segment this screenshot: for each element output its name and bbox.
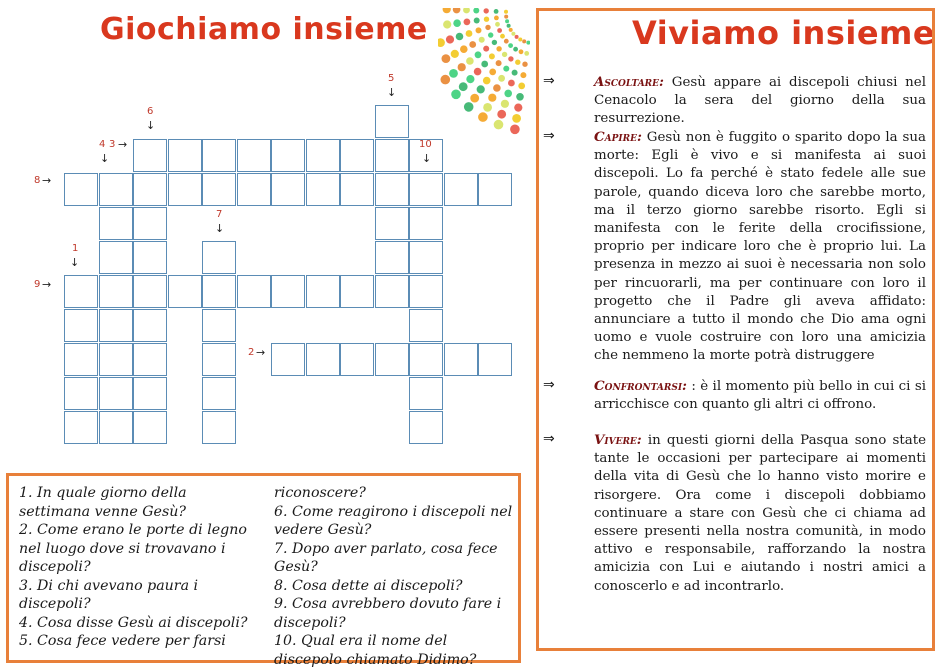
right-arrow-icon: →	[256, 346, 266, 359]
crossword-cell[interactable]	[99, 343, 133, 376]
crossword-cell[interactable]	[375, 275, 409, 308]
right-title: Viviamo insieme	[632, 14, 936, 52]
decorative-dot	[458, 63, 466, 71]
crossword-cell[interactable]	[99, 241, 133, 274]
decorative-dot	[504, 15, 508, 19]
crossword-cell[interactable]	[409, 411, 443, 444]
crossword-cell[interactable]	[375, 139, 409, 172]
crossword-cell[interactable]	[202, 173, 236, 206]
down-arrow-icon: ↓	[70, 256, 80, 269]
crossword-cell[interactable]	[375, 105, 409, 138]
double-arrow-icon: ⇒	[543, 73, 555, 89]
decorative-dot	[518, 38, 522, 42]
decorative-dot	[508, 80, 515, 87]
crossword-cell[interactable]	[99, 207, 133, 240]
crossword-cell[interactable]	[64, 411, 98, 444]
decorative-dot	[460, 45, 468, 53]
question-6: 6. Come reagirono i discepoli nel vedere Gesù?	[274, 503, 513, 538]
decorative-dot	[522, 39, 526, 43]
clue-number-3: 3	[109, 139, 116, 150]
decorative-dot	[481, 61, 488, 68]
decorative-dot	[519, 49, 524, 54]
decorative-dot	[505, 19, 509, 23]
clue-number-4: 4	[99, 139, 106, 150]
decorative-dot	[504, 10, 508, 14]
clue-number-10: 10	[419, 139, 432, 150]
left-title: Giochiamo insieme	[100, 12, 428, 47]
crossword-cell[interactable]	[375, 207, 409, 240]
question-10: 10. Qual era il nome del discepolo chiamato Didimo?	[274, 633, 477, 668]
decorative-dot	[453, 19, 461, 27]
section-text	[594, 128, 926, 366]
decorative-dot	[501, 100, 509, 108]
question-5: 5. Cosa fece vedere per farsi	[19, 633, 226, 649]
down-arrow-icon: ↓	[146, 119, 156, 132]
crossword-cell[interactable]	[409, 309, 443, 342]
decorative-dot	[474, 68, 482, 76]
decorative-dot	[512, 114, 521, 123]
crossword-cell[interactable]	[64, 343, 98, 376]
decorative-dot	[477, 85, 485, 93]
clue-number-7: 7	[216, 209, 223, 220]
section-text	[594, 431, 926, 596]
decorative-dot	[443, 20, 451, 28]
decorative-dot	[507, 24, 511, 28]
crossword-cell[interactable]	[306, 173, 340, 206]
questions-column-right	[274, 484, 519, 669]
double-arrow-icon: ⇒	[543, 377, 555, 393]
decorative-dot	[515, 35, 519, 39]
crossword-cell[interactable]	[375, 343, 409, 376]
decorative-dot	[509, 28, 513, 32]
crossword-cell[interactable]	[409, 173, 443, 206]
crossword-cell[interactable]	[340, 343, 374, 376]
decorative-dot	[488, 32, 493, 37]
crossword-cell[interactable]	[409, 207, 443, 240]
decorative-dot	[504, 39, 509, 44]
decorative-dot	[498, 75, 505, 82]
decorative-dot	[441, 75, 451, 85]
crossword-cell[interactable]	[478, 173, 512, 206]
section-text	[594, 73, 926, 129]
decorative-dot	[485, 25, 490, 30]
crossword-cell[interactable]	[409, 241, 443, 274]
decorative-dot	[476, 27, 482, 33]
decorative-dot	[508, 43, 513, 48]
crossword-cell[interactable]	[271, 275, 305, 308]
crossword-cell[interactable]	[133, 173, 167, 206]
crossword-cell[interactable]	[168, 139, 202, 172]
down-arrow-icon: ↓	[215, 222, 225, 235]
crossword-cell[interactable]	[271, 173, 305, 206]
decorative-dot	[475, 51, 482, 58]
crossword-cell[interactable]	[99, 411, 133, 444]
double-arrow-icon: ⇒	[543, 128, 555, 144]
clue-number-5: 5	[388, 73, 395, 84]
crossword-cell[interactable]	[306, 343, 340, 376]
crossword-cell[interactable]	[409, 377, 443, 410]
crossword-cell[interactable]	[478, 343, 512, 376]
decorative-dot	[459, 82, 468, 91]
down-arrow-icon: ↓	[387, 86, 397, 99]
down-arrow-icon: ↓	[100, 152, 110, 165]
decorative-dot	[484, 8, 489, 13]
decorative-dot	[453, 8, 461, 13]
decorative-dot	[496, 46, 501, 51]
decorative-dot	[495, 22, 500, 27]
crossword-cell[interactable]	[64, 377, 98, 410]
decorative-dot	[443, 8, 451, 13]
question-4: 4. Cosa disse Gesù ai discepoli?	[19, 614, 248, 631]
clue-number-9: 9	[34, 279, 41, 290]
section-body: Gesù appare ai discepoli chiusi nel Cenacolo la sera del giorno della sua resurrezione.	[594, 75, 926, 127]
crossword-cell[interactable]	[306, 275, 340, 308]
crossword-cell[interactable]	[64, 275, 98, 308]
decorative-dot	[492, 40, 497, 45]
crossword-cell[interactable]	[202, 241, 236, 274]
crossword-cell[interactable]	[340, 275, 374, 308]
crossword-cell[interactable]	[202, 139, 236, 172]
clue-number-1: 1	[72, 243, 79, 254]
right-arrow-icon: →	[118, 138, 128, 151]
decorative-dot	[466, 30, 473, 37]
crossword-cell[interactable]	[375, 241, 409, 274]
crossword-cell[interactable]	[99, 275, 133, 308]
section-keyword: Confrontarsi:	[594, 378, 687, 394]
crossword-cell[interactable]	[133, 411, 167, 444]
decorative-dot	[484, 17, 489, 22]
crossword-cell[interactable]	[64, 173, 98, 206]
questions-box	[6, 473, 521, 668]
crossword-cell[interactable]	[409, 275, 443, 308]
crossword-cell[interactable]	[99, 309, 133, 342]
down-arrow-icon: ↓	[422, 152, 432, 165]
decorative-dot	[489, 53, 495, 59]
questions-column-left	[19, 484, 254, 651]
decorative-dot	[526, 41, 530, 45]
crossword-cell[interactable]	[133, 275, 167, 308]
decorative-dot	[474, 18, 480, 24]
clue-number-2: 2	[248, 347, 255, 358]
section-keyword: Ascoltare:	[594, 74, 664, 90]
decorative-dot	[456, 33, 464, 41]
decorative-dot	[489, 69, 496, 76]
decorative-dot	[524, 51, 529, 56]
decorative-dot	[510, 125, 520, 135]
decorative-dot	[494, 120, 504, 130]
decorative-dot	[497, 28, 502, 33]
crossword-cell[interactable]	[340, 139, 374, 172]
question-2: 2. Come erano le porte di legno nel luogo dove si trovavano i discepoli?	[19, 522, 247, 575]
decorative-dot	[483, 103, 492, 112]
decorative-dot	[508, 56, 513, 61]
crossword-cell[interactable]	[340, 173, 374, 206]
decorative-dot	[520, 72, 526, 78]
decorative-dots-image	[438, 8, 530, 168]
question-5-continued: riconoscere?	[274, 485, 366, 501]
decorative-dot	[504, 90, 512, 98]
crossword-cell[interactable]	[133, 377, 167, 410]
decorative-dot	[463, 8, 470, 13]
decorative-dot	[493, 84, 501, 92]
crossword-cell[interactable]	[133, 139, 167, 172]
crossword-cell[interactable]	[306, 139, 340, 172]
decorative-dot	[512, 70, 518, 76]
decorative-dot	[451, 50, 459, 58]
crossword-cell[interactable]	[168, 275, 202, 308]
question-9: 9. Cosa avrebbero dovuto fare i discepoli?	[274, 596, 502, 631]
decorative-dot	[466, 57, 474, 65]
crossword-cell[interactable]	[271, 139, 305, 172]
decorative-dot	[466, 75, 474, 83]
decorative-dot	[473, 8, 479, 14]
decorative-dot	[500, 34, 505, 39]
crossword-cell[interactable]	[409, 343, 443, 376]
decorative-dot	[478, 112, 488, 122]
decorative-dot	[464, 19, 471, 26]
reflection-panel	[536, 8, 935, 651]
decorative-dot	[514, 104, 522, 112]
decorative-dot	[449, 69, 458, 78]
crossword-cell[interactable]	[375, 173, 409, 206]
section-text	[594, 377, 926, 414]
crossword-cell[interactable]	[237, 173, 271, 206]
decorative-dot	[518, 83, 525, 90]
decorative-dot	[503, 66, 509, 72]
crossword-cell[interactable]	[202, 377, 236, 410]
decorative-dot	[522, 62, 527, 67]
decorative-dot	[438, 38, 445, 47]
decorative-dot	[496, 60, 502, 66]
crossword-cell[interactable]	[133, 309, 167, 342]
decorative-dot	[442, 54, 451, 63]
crossword-cell[interactable]	[99, 377, 133, 410]
decorative-dot	[511, 32, 515, 36]
crossword-cell[interactable]	[202, 343, 236, 376]
crossword-cell[interactable]	[444, 173, 478, 206]
section-body: : è il momento più bello in cui ci si arricchisce con quanto gli altri ci offrono.	[594, 379, 926, 413]
right-arrow-icon: →	[42, 174, 52, 187]
decorative-dot	[488, 94, 496, 102]
decorative-dot	[451, 90, 461, 100]
double-arrow-icon: ⇒	[543, 431, 555, 447]
decorative-dot	[515, 60, 520, 65]
clue-number-6: 6	[147, 106, 154, 117]
section-body: in questi giorni della Pasqua sono state tante le occasioni per partecipare ai momenti della vita di Gesù che lo hanno visto morire e risorgere. Ora come i discepoli dobbiamo continuare a stare con Gesù che ci chiama ad essere presenti nella nostra comunità, in modo attivo e responsabile, rafforzando la nostra amicizia con Lui e aiutando i nostri amici a conoscerlo e ad incontrarlo.	[594, 433, 926, 594]
decorative-dot	[502, 52, 507, 57]
decorative-dot	[483, 46, 489, 52]
decorative-dot	[516, 93, 524, 101]
crossword-cell[interactable]	[202, 411, 236, 444]
crossword-cell[interactable]	[133, 207, 167, 240]
question-3: 3. Di chi avevano paura i discepoli?	[19, 577, 199, 612]
crossword-cell[interactable]	[133, 343, 167, 376]
clue-number-8: 8	[34, 175, 41, 186]
decorative-dot	[469, 41, 476, 48]
crossword-cell[interactable]	[444, 343, 478, 376]
section-keyword: Capire:	[594, 129, 642, 145]
question-7: 7. Dopo aver parlato, cosa fece Gesù?	[274, 540, 498, 575]
crossword-cell[interactable]	[64, 309, 98, 342]
decorative-dot	[446, 35, 454, 43]
crossword-cell[interactable]	[237, 139, 271, 172]
crossword-cell[interactable]	[271, 343, 305, 376]
question-1: 1. In quale giorno della settimana venne Gesù?	[19, 485, 187, 520]
crossword-cell[interactable]	[133, 241, 167, 274]
crossword-cell[interactable]	[202, 309, 236, 342]
crossword-cell[interactable]	[237, 275, 271, 308]
decorative-dot	[494, 16, 499, 21]
crossword-cell[interactable]	[168, 173, 202, 206]
section-body: Gesù non è fuggito o sparito dopo la sua morte: Egli è vivo e si manifesta ai suoi discepoli. Lo fa perché è stato fedele alle sue parole, quando diceva loro che sarebbe morto, ma il terzo giorno sarebbe risorto. Egli si manifesta con le ferite della crocifissione, proprio per indicare loro che è proprio lui. La presenza in mezzo ai suoi è necessaria non solo per rincuorarli, ma per continuare con loro il progetto che il Padre gli aveva affidato: annunciare a tutto il mondo che Dio ama ogni uomo e vuole costruire con loro una amicizia che nemmeno la morte potrà distruggere	[594, 130, 926, 364]
crossword-cell[interactable]	[202, 275, 236, 308]
right-arrow-icon: →	[42, 278, 52, 291]
decorative-dot	[513, 47, 518, 52]
decorative-dot	[494, 9, 499, 14]
decorative-dot	[464, 102, 474, 112]
section-keyword: Vivere:	[594, 432, 642, 448]
question-8: 8. Cosa dette ai discepoli?	[274, 577, 463, 594]
crossword-cell[interactable]	[99, 173, 133, 206]
decorative-dot	[470, 94, 479, 103]
decorative-dot	[479, 37, 485, 43]
decorative-dot	[483, 77, 491, 85]
decorative-dot	[497, 110, 506, 119]
